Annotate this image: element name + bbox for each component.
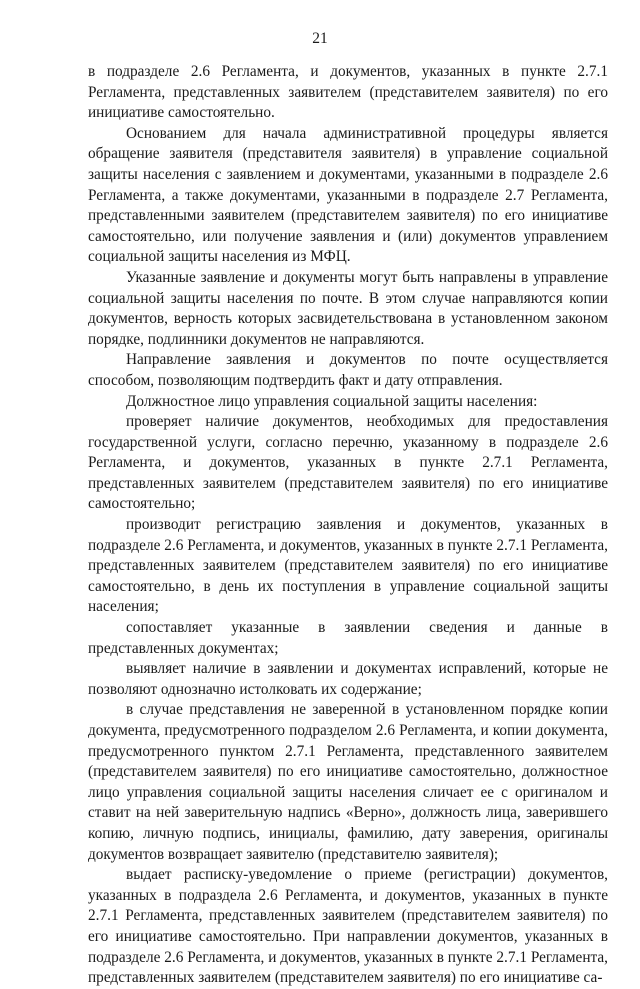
paragraph-official-duties: Должностное лицо управления социальной защиты населения: (126, 392, 538, 410)
list-item-issues-receipt: выдает расписку-уведомление о приеме (регистрации) документов, указанных в подраздела 2.6 Регламента, и документов, указанных в пункте 2.7.1 Регламента, представленных заявителем (представителем заявителя) по его инициативе самостоятельно. При направлении документов, указанных в подразделе 2.6 Регламента, и документов, указанных в пункте 2.7.1 Регламента, представленных заявителем (представителем заявителя) по его инициативе са- (88, 866, 608, 987)
list-item-certifies-copy: в случае представления не заверенной в установленном порядке копии документа, предусмотренного подразделом 2.6 Регламента, и копии документа, предусмотренного пунктом 2.7.1 Регламента, представленного заявителем (представителем заявителя) по его инициативе самостоятельно, должностное лицо управления социальной защиты населения сличает ее с оригиналом и ставит на ней заверительную надпись «Верно», должность лица, заверившего копию, личную подпись, инициалы, фамилию, дату заверения, оригиналы документов возвращает заявителю (представителю заявителя); (88, 701, 608, 863)
document-body (88, 62, 608, 989)
list-item-detects-corrections: выявляет наличие в заявлении и документах исправлений, которые не позволяют однозначно истолковать их содержание; (88, 660, 608, 698)
paragraph-grounds: Основанием для начала административной процедуры является обращение заявителя (представителя заявителя) в управление социальной защиты населения с заявлением и документами, указанными в подразделе 2.6 Регламента, а также документами, указанными в подразделе 2.7 Регламента, представленными заявителем (представителем заявителя) по его инициативе самостоятельно, или получение заявления и (или) документов управлением социальной защиты населения из МФЦ. (88, 124, 608, 266)
page-number: 21 (312, 30, 328, 47)
list-item-checks-documents: проверяет наличие документов, необходимых для предоставления государственной услуги, согласно перечню, указанному в подразделе 2.6 Регламента, и документов, указанных в пункте 2.7.1 Регламента, представленных заявителем (представителем заявителя) по его инициативе самостоятельно; (88, 413, 608, 513)
paragraph-postal-method: Направление заявления и документов по почте осуществляется способом, позволяющим подтвердить факт и дату отправления. (88, 351, 608, 389)
paragraph-continuation: в подразделе 2.6 Регламента, и документов, указанных в пункте 2.7.1 Регламента, представленных заявителем (представителем заявителя) по его инициативе самостоятельно. (88, 63, 608, 122)
list-item-compares-data: сопоставляет указанные в заявлении сведения и данные в представленных документах; (88, 619, 608, 657)
list-item-registers-documents: производит регистрацию заявления и документов, указанных в подразделе 2.6 Регламента, и документов, указанных в пункте 2.7.1 Регламента, представленных заявителем (представителем заявителя) по его инициативе самостоятельно, в день их поступления в управление социальной защиты населения; (88, 516, 608, 616)
paragraph-postal-submission: Указанные заявление и документы могут быть направлены в управление социальной защиты населения по почте. В этом случае направляются копии документов, верность которых засвидетельствована в установленном законом порядке, подлинники документов не направляются. (88, 268, 608, 348)
